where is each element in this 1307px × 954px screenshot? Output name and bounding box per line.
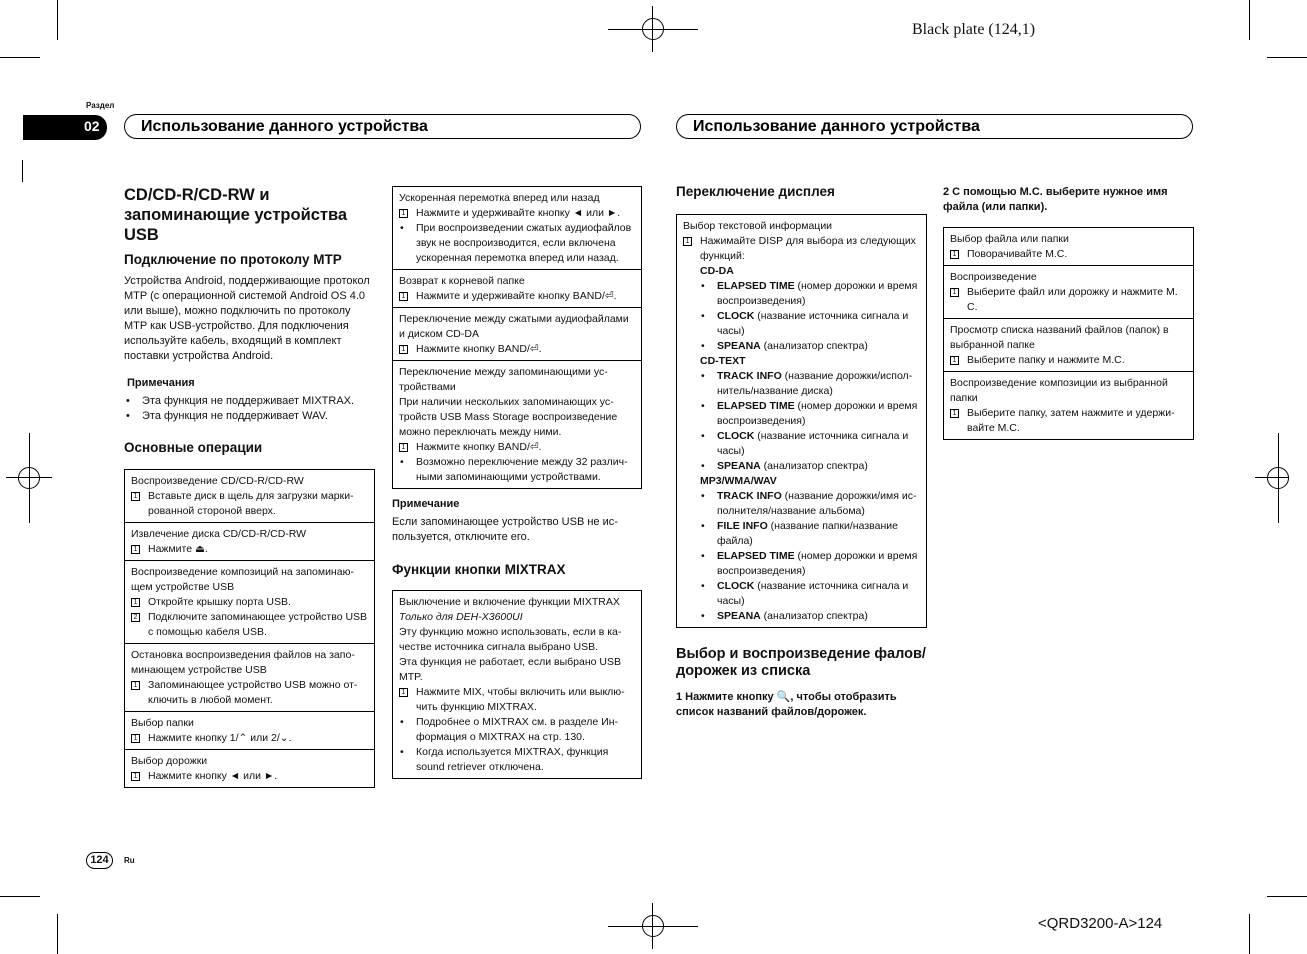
display-option: • ELAPSED TIME (номер дорожки и время воспроизведения) [700, 549, 920, 579]
display-heading: Переключение дисплея [676, 184, 835, 199]
row-title: Выбор текстовой информации [683, 220, 833, 232]
step-item: 1 Нажмите и удерживайте кнопку BAND/⏎. [399, 289, 635, 304]
table-row [393, 591, 641, 778]
list-heading: Выбор и воспроизведение фалов/дорожек из списка [676, 646, 926, 679]
column-2 [392, 186, 642, 779]
row-title: Остановка воспроизведения файлов на запоминающем устройстве USB [131, 649, 355, 676]
group-list [683, 279, 920, 354]
step-item: 1 Запоминающее устройство USB можно отключить в любой момент. [131, 678, 368, 708]
display-option: • SPEANA (анализатор спектра) [700, 339, 920, 354]
step-item: 1 Нажмите кнопку ◄ или ►. [131, 769, 368, 784]
display-option: • SPEANA (анализатор спектра) [700, 459, 920, 474]
registration-mark-left [18, 433, 40, 523]
display-option: • CLOCK (название источника сигнала и часы) [700, 309, 920, 339]
step-item: 1 Нажмите ⏏. [131, 542, 368, 557]
group-list [683, 489, 920, 624]
document-code: <QRD3200-A>124 [1038, 915, 1163, 932]
table-row [125, 712, 374, 750]
crop-mark [0, 57, 40, 58]
list-table [943, 227, 1194, 440]
page-number: 124 [90, 854, 109, 866]
table-row [125, 523, 374, 561]
display-option: • CLOCK (название источника сигнала и часы) [700, 579, 920, 609]
step-1-instruction: 1 Нажмите кнопку 🔍, чтобы отобразить список названий файлов/дорожек. [676, 691, 897, 718]
step-item: 1 Нажимайте DISP для выбора из следующих функций: [683, 234, 920, 264]
row-title: Воспроизведение CD/CD-R/CD-RW [131, 475, 304, 487]
mtp-heading: Подключение по протоколу MTP [124, 252, 342, 267]
display-option: • TRACK INFO (название дорожки/имя исполнителя/название альбома) [700, 489, 920, 519]
table-row [393, 270, 641, 308]
column-4 [943, 185, 1194, 440]
basic-ops-heading: Основные операции [124, 440, 263, 455]
basic-ops-table [124, 469, 375, 788]
step-item: 1 Нажмите и удерживайте кнопку ◄ или ►. [399, 206, 635, 221]
section-number: 02 [84, 118, 100, 134]
note-item: • Эта функция не поддерживает MIXTRAX. [124, 394, 375, 409]
row-title: Переключение между сжатыми аудиофайлами и диском CD-DA [399, 313, 629, 340]
registration-mark-bottom [608, 915, 698, 937]
bullet-item: • Возможно переключение между 32 различными запоминающими устройствами. [399, 455, 635, 485]
table-row [944, 372, 1193, 439]
row-title: Возврат к корневой папке [399, 275, 525, 287]
language-code: Ru [124, 856, 135, 865]
bullet-item: • Когда используется MIXTRAX, функция sound retriever отключена. [399, 745, 635, 775]
table-row [125, 561, 374, 644]
table-row [393, 361, 641, 488]
row-title: Выбор файла или папки [950, 233, 1069, 245]
row-title: Переключение между запоминающими устройствами [399, 366, 608, 393]
display-option: • CLOCK (название источника сигнала и часы) [700, 429, 920, 459]
step-item: 1 Выберите папку, затем нажмите и удерживайте M.C. [950, 406, 1187, 436]
group-list [683, 369, 920, 474]
row-title: Выключение и включение функции MIXTRAX [399, 596, 620, 608]
table-row [125, 470, 374, 523]
crop-mark [1267, 57, 1307, 58]
note-text: Если запоминающее устройство USB не используется, отключите его. [392, 516, 618, 543]
row-title: Выбор дорожки [131, 755, 208, 767]
row-title: Воспроизведение композиций на запоминающем устройстве USB [131, 566, 354, 593]
table-row [944, 266, 1193, 319]
note-item: • Эта функция не поддерживает WAV. [124, 409, 375, 424]
row-title: Извлечение диска CD/CD-R/CD-RW [131, 528, 307, 540]
row-text: Эта функция не работает, если выбрано USB MTP. [399, 656, 621, 683]
operations-table [392, 186, 642, 489]
row-title: Ускоренная перемотка вперед или назад [399, 192, 600, 204]
table-row [393, 187, 641, 270]
section-label: Раздел [86, 101, 115, 110]
step-item: 1 Нажмите кнопку BAND/⏎. [399, 440, 635, 455]
crop-mark [22, 160, 23, 182]
step-item: 1 Нажмите MIX, чтобы включить или выключить функцию MIXTRAX. [399, 685, 635, 715]
display-option: • ELAPSED TIME (номер дорожки и время воспроизведения) [700, 279, 920, 309]
page-header-right: Использование данного устройства [676, 114, 1193, 139]
row-title: Воспроизведение [950, 271, 1037, 283]
row-text: Эту функцию можно использовать, если в качестве источника сигнала выбрано USB. [399, 626, 622, 653]
step-item: 2 Подключите запоминающее устройство USB с помощью кабеля USB. [131, 610, 368, 640]
step-2-instruction: 2 С помощью M.C. выберите нужное имя файла (или папки). [943, 186, 1168, 213]
registration-mark-top [608, 18, 698, 40]
crop-mark [1267, 896, 1307, 897]
table-row [125, 750, 374, 787]
step-item: 1 Поворачивайте M.C. [950, 247, 1187, 262]
note-title: Примечание [392, 498, 460, 510]
table-row [393, 308, 641, 361]
section-title: CD/CD-R/CD-RW и запоминающие устройства USB [124, 186, 348, 244]
group-label: CD-DA [700, 265, 734, 277]
crop-mark [57, 914, 58, 954]
display-table [676, 214, 927, 628]
row-text: При наличии нескольких запоминающих устройств USB Mass Storage воспроизведение можно переключать между ними. [399, 396, 618, 438]
step-item: 1 Выберите файл или дорожку и нажмите M. C. [950, 285, 1187, 315]
row-title: Выбор папки [131, 717, 194, 729]
group-label: CD-TEXT [700, 355, 746, 367]
table-row [944, 319, 1193, 372]
model-note: Только для DEH-X3600UI [399, 611, 523, 623]
column-3 [676, 183, 927, 720]
mtp-text: Устройства Android, поддерживающие протокол MTP (с операционной системой Android OS 4.0 или выше), можно подключить по протоколу MTP как USB-устройство. Для подключения используйте кабель, входящий в комплект поставки устройства Android. [124, 275, 370, 362]
page-header-left: Использование данного устройства [124, 114, 641, 139]
page-number-badge [86, 852, 113, 869]
crop-mark [57, 0, 58, 40]
mixtrax-table [392, 590, 642, 779]
registration-mark-right [1267, 433, 1289, 523]
notes-title: Примечания [127, 377, 195, 389]
row-title: Воспроизведение композиции из выбранной папки [950, 377, 1168, 404]
column-1 [124, 185, 375, 788]
step-item: 1 Нажмите кнопку BAND/⏎. [399, 342, 635, 357]
crop-mark [1249, 0, 1250, 40]
mixtrax-heading: Функции кнопки MIXTRAX [392, 562, 566, 577]
bullet-item: • Подробнее о MIXTRAX см. в разделе Информация о MIXTRAX на стр. 130. [399, 715, 635, 745]
display-option: • SPEANA (анализатор спектра) [700, 609, 920, 624]
step-item: 1 Нажмите кнопку 1/⌃ или 2/⌄. [131, 731, 368, 746]
step-item: 1 Вставьте диск в щель для загрузки маркированной стороной вверх. [131, 489, 368, 519]
table-row [944, 228, 1193, 266]
crop-mark [0, 896, 40, 897]
step-item: 1 Выберите папку и нажмите M.C. [950, 353, 1187, 368]
bullet-item: • При воспроизведении сжатых аудиофайлов звук не воспроизводится, если включена ускоренная перемотка вперед или назад. [399, 221, 635, 266]
display-option: • FILE INFO (название папки/название файла) [700, 519, 920, 549]
table-row [677, 215, 926, 627]
plate-label: Black plate (124,1) [912, 21, 1036, 38]
display-option: • TRACK INFO (название дорожки/исполнитель/название диска) [700, 369, 920, 399]
crop-mark [1249, 914, 1250, 954]
display-option: • ELAPSED TIME (номер дорожки и время воспроизведения) [700, 399, 920, 429]
row-title: Просмотр списка названий файлов (папок) в выбранной папке [950, 324, 1169, 351]
group-label: MP3/WMA/WAV [700, 475, 777, 487]
step-item: 1 Откройте крышку порта USB. [131, 595, 368, 610]
table-row [125, 644, 374, 712]
